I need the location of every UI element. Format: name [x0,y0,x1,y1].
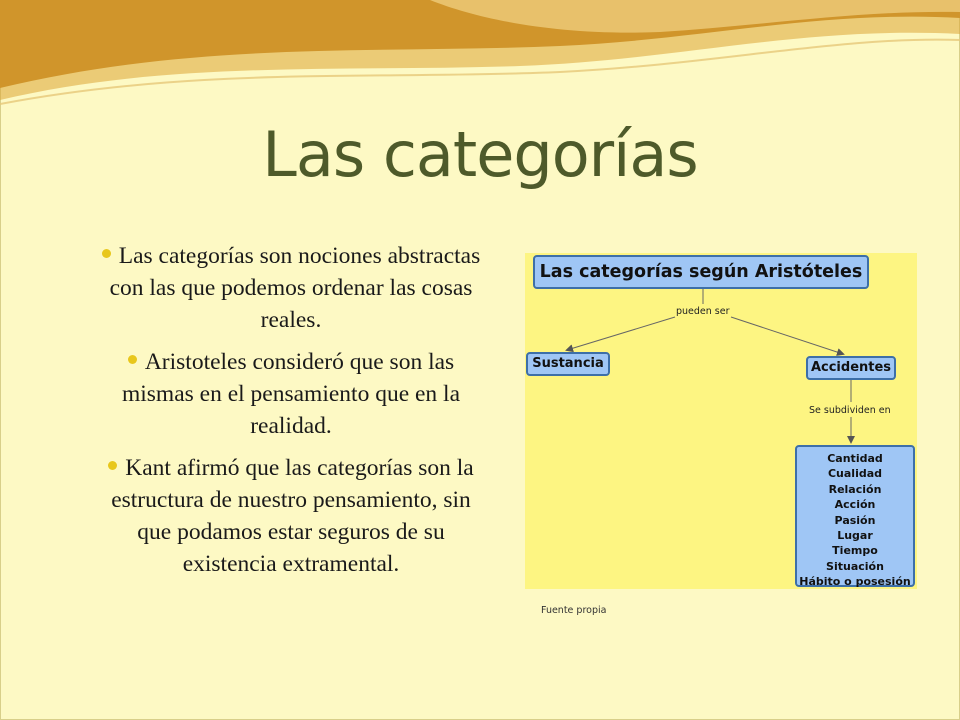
node-sustancia: Sustancia [526,352,610,376]
bullet-dot-icon [108,461,117,470]
accident-item: Tiempo [832,544,878,558]
accident-item: Cantidad [827,452,883,465]
bullet-dot-icon [128,355,137,364]
accident-item: Situación [826,559,884,573]
concept-map [525,253,917,589]
image-caption: Fuente propia [541,605,607,616]
bullet-text: Aristoteles consideró que son las mismas en el pensamiento que en la realidad. [121,349,461,439]
slide-title: Las categorías [262,118,698,191]
node-accidentes: Accidentes [806,356,896,380]
accident-item: Acción [834,498,876,512]
decorative-wave-header [0,0,960,130]
link-to-sustancia [567,317,675,350]
link-label-pueden-ser: pueden ser [676,306,730,317]
accident-item: Hábito o posesión [799,575,911,589]
accident-item: Lugar [837,529,873,543]
accident-item: Cualidad [827,467,883,481]
link-label-se-subdividen: Se subdividen en [809,405,891,416]
accident-item: Pasión [834,513,876,527]
bullet-list [96,240,486,590]
link-to-accidentes [731,317,843,354]
bullet-dot-icon [102,249,111,258]
node-accident-list [795,445,915,587]
bullet-item [96,240,486,336]
bullet-item [96,452,486,580]
bullet-text: Kant afirmó que las categorías son la estructura de nuestro pensamiento, sin que podamos estar seguros de su existencia extramental. [111,455,474,577]
node-root: Las categorías según Aristóteles [533,255,869,289]
bullet-text: Las categorías son nociones abstractas con las que podemos ordenar las cosas reales. [109,243,481,333]
accident-item: Relación [828,482,882,496]
bullet-item [96,346,486,442]
